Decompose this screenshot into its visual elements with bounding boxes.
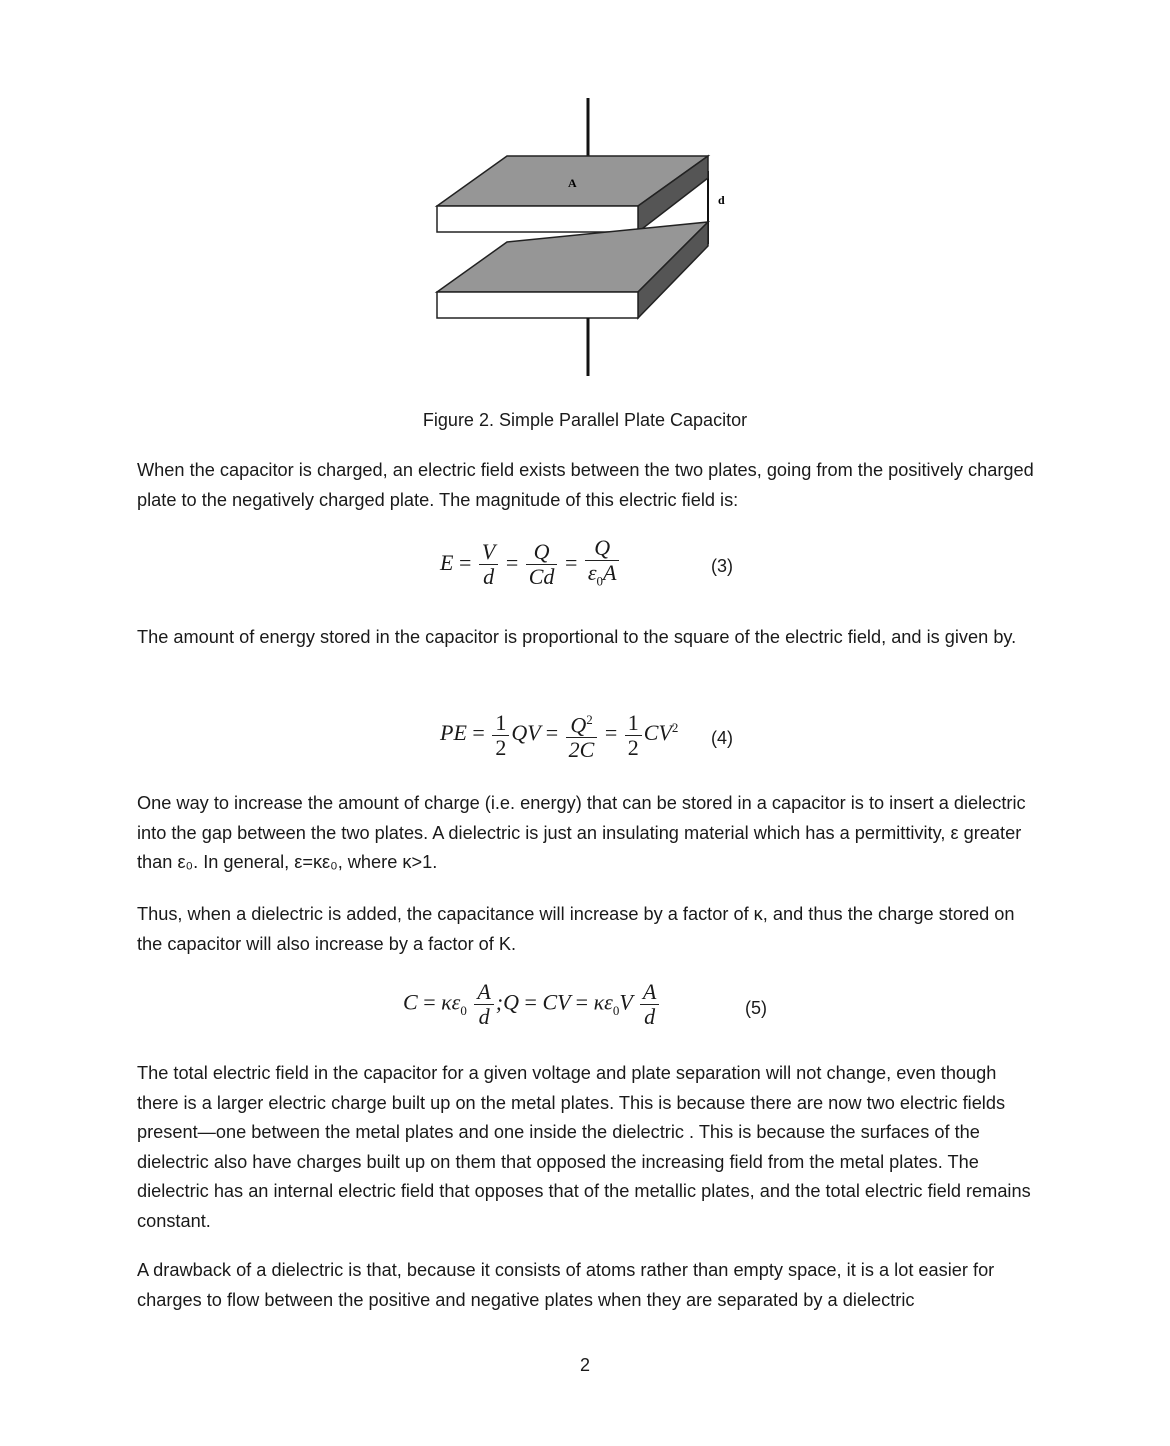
- paragraph-3: One way to increase the amount of charge (i.e. energy) that can be stored in a capacitor is to insert a dielectric into the gap between the two plates. A dielectric is just an insulating material which has a permittivity, ε greater than ε₀. In general, ε=κε₀, where κ>1.: [137, 793, 1026, 872]
- equation-4: PE = $\frac{1}{2}$ QV = $\frac{Q^2}{2C}$ = $\frac{1}{2}$ $CV^2$: [440, 709, 679, 763]
- top-plate: [437, 156, 708, 232]
- equation-3: E = $\frac{V}{d}$ = $\frac{Q}{Cd}$ = $\frac{Q}{\varepsilon_0A}$: [440, 536, 621, 593]
- equation-4-number: (4): [711, 728, 733, 748]
- paragraph-2: The amount of energy stored in the capacitor is proportional to the square of the electric field, and is given by.: [137, 627, 1017, 647]
- bottom-plate: [437, 222, 708, 318]
- paragraph-6: A drawback of a dielectric is that, because it consists of atoms rather than empty space, it is a lot easier for charges to flow between the positive and negative plates when they are separated by a dielectric: [137, 1260, 995, 1310]
- gap-label: d: [718, 193, 725, 207]
- equation-5: $C = \kappa\varepsilon_0$ $\frac{A}{d}$ ;Q = CV = $\kappa\varepsilon_0V$ $\frac{A}{d}$: [403, 980, 661, 1029]
- area-label: A: [568, 176, 577, 190]
- equation-5-number: (5): [745, 998, 767, 1018]
- page-number: 2: [579, 1355, 590, 1375]
- paragraph-1: When the capacitor is charged, an electric field exists between the two plates, going from the positively charged plate to the negatively charged plate. The magnitude of this electric field is:: [137, 460, 1034, 510]
- equation-3-number: (3): [711, 556, 733, 576]
- capacitor-diagram: [420, 92, 740, 382]
- paragraph-5: The total electric field in the capacitor for a given voltage and plate separation will not change, even though there is a larger electric charge built up on the metal plates. This is because there are now two electric fields present—one between the metal plates and one inside the dielectric . This is because the surfaces of the dielectric also have charges built up on them that opposed the increasing field from the metal plates. The dielectric has an internal electric field that opposes that of the metallic plates, and the total electric field remains constant.: [137, 1063, 1031, 1231]
- paragraph-4: Thus, when a dielectric is added, the capacitance will increase by a factor of κ, and thus the charge stored on the capacitor will also increase by a factor of K.: [137, 904, 1015, 954]
- figure-caption: Figure 2. Simple Parallel Plate Capacitor: [422, 410, 748, 430]
